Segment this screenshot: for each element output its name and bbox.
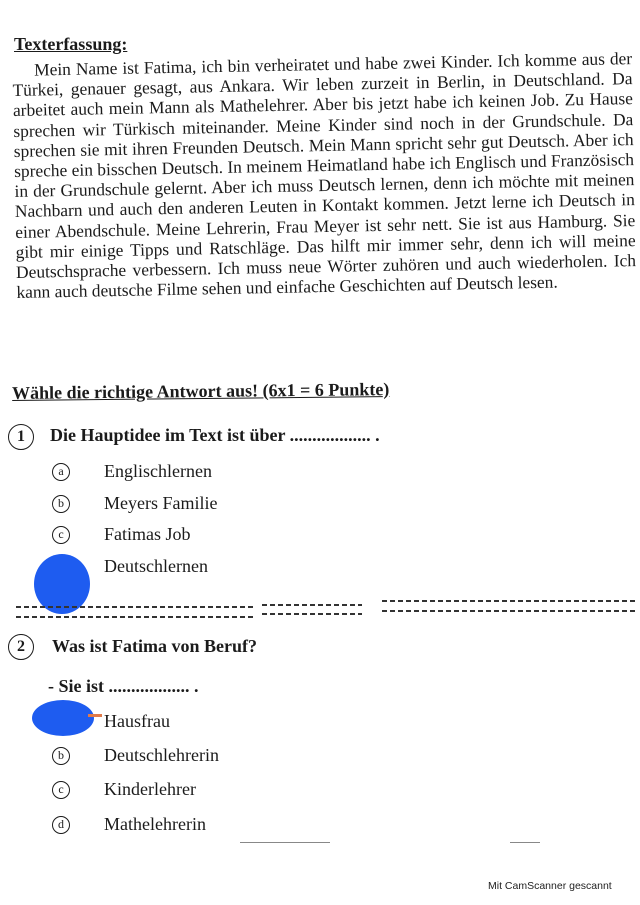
dotted-answer-line — [382, 610, 636, 612]
question-text: Die Hauptidee im Text ist über .................. . — [50, 425, 380, 445]
dotted-answer-line — [262, 604, 362, 606]
option-letter-circle: b — [52, 495, 70, 513]
pen-stroke — [88, 714, 102, 717]
question-text: Was ist Fatima von Beruf? — [52, 636, 257, 656]
option-label: Fatimas Job — [104, 524, 191, 544]
option-letter-circle: a — [52, 463, 70, 481]
task-instruction: Wähle die richtige Antwort aus! (6x1 = 6 Punkte) — [12, 379, 390, 403]
dotted-answer-line — [262, 613, 362, 615]
scan-line — [240, 842, 330, 843]
answer-mark — [32, 700, 94, 736]
dotted-answer-line — [382, 600, 636, 602]
question-number-badge: 1 — [8, 424, 34, 450]
answer-mark — [34, 554, 90, 614]
scan-line — [510, 842, 540, 843]
option-letter-circle: c — [52, 526, 70, 544]
option-letter-circle: c — [52, 781, 70, 799]
reading-text: Mein Name ist Fatima, ich bin verheiratet und habe zwei Kinder. Ich komme aus der Türkei, genauer gesagt, aus Ankara. Wir leben zurzeit in Berlin, in Deutschland. Da arbeitet auch mein Mann als Mathelehrer. Aber bis jetzt habe ich keinen Job. Zu Hause sprechen wir Türkisch miteinander. Meine Kinder sind noch in der Grundschule. Da sprechen sie mit ihren Freunden Deutsch. Mein Mann spricht sehr gut Deutsch. Aber ich spreche ein bisschen Deutsch. In meinem Heimatland habe ich Englisch und Französisch in der Grundschule gelernt. Aber ich muss Deutsch lernen, denn ich möchte mit meinen Nachbarn und auch den anderen Leuten in Kontakt kommen. Jetzt lerne ich Deutsch in einer Abendschule. Meine Lehrerin, Frau Meyer ist sehr nett. Sie ist aus Hamburg. Sie gibt mir einige Tipps und Ratschläge. Das hilft mir immer sehr, denn ich will meine Deutschsprache verbessern. Ich muss neue Wörter zuhören und auch wiederholen. Ich kann auch deutsche Filme sehen und einfache Geschichten auf Deutsch lesen. — [12, 48, 637, 303]
option-label: Hausfrau — [104, 711, 170, 731]
option-label: Meyers Familie — [104, 493, 218, 513]
section-heading: Texterfassung: — [14, 34, 128, 54]
scanner-watermark: Mit CamScanner gescannt — [488, 880, 612, 892]
option-label: Deutschlernen — [104, 556, 208, 576]
question-subtext: - Sie ist .................. . — [48, 676, 199, 696]
option-letter-circle: b — [52, 747, 70, 765]
option-label: Mathelehrerin — [104, 814, 206, 834]
option-label: Kinderlehrer — [104, 779, 196, 799]
option-label: Deutschlehrerin — [104, 745, 219, 765]
reading-passage — [12, 48, 637, 302]
option-letter-circle: d — [52, 816, 70, 834]
dotted-answer-line — [16, 616, 256, 618]
option-label: Englischlernen — [104, 461, 212, 481]
dotted-answer-line — [16, 606, 256, 608]
question-number-badge: 2 — [8, 634, 34, 660]
